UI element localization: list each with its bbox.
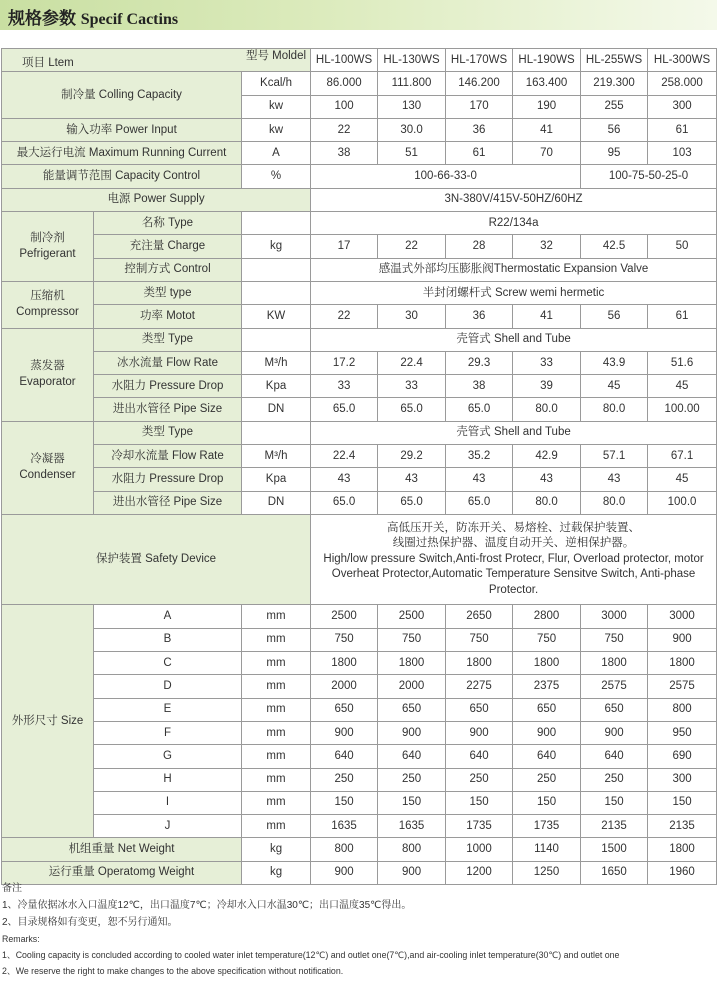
- value-cell: 2135: [581, 815, 648, 838]
- dimension-name: E: [94, 698, 242, 721]
- unit-cell: Kpa: [242, 375, 311, 398]
- max-current-label: 最大运行电流 Maximum Running Current: [2, 142, 242, 165]
- safety-en-line: High/low pressure Switch,Anti-frost Protecr, Flur, Overload protector, motor: [323, 552, 704, 565]
- value-cell: 3000: [581, 605, 648, 628]
- value-cell: 80.0: [513, 398, 581, 421]
- refrigerant-control-value: 感温式外部均压膨胀阀Thermostatic Expansion Valve: [311, 258, 717, 281]
- unit-cell: DN: [242, 491, 311, 514]
- value-cell: 258.000: [648, 72, 717, 95]
- value-cell: 39: [513, 375, 581, 398]
- header-model-label: 型号 Moldel: [245, 50, 307, 62]
- unit-cell: kg: [242, 861, 311, 884]
- compressor-power-label: 功率 Motot: [94, 305, 242, 328]
- size-row: [2, 698, 717, 721]
- size-row: [2, 652, 717, 675]
- capacity-control-right: 100-75-50-25-0: [581, 165, 717, 188]
- value-cell: 1800: [581, 652, 648, 675]
- unit-cell: M³/h: [242, 445, 311, 468]
- size-row: [2, 605, 717, 628]
- value-cell: 2800: [513, 605, 581, 628]
- value-cell: 22: [311, 118, 378, 141]
- condenser-flow-label: 冷却水流量 Flow Rate: [94, 445, 242, 468]
- safety-cn-line: 线圈过热保护器、温度自动开关、逆相保护器。: [392, 537, 635, 550]
- value-cell: 1735: [446, 815, 513, 838]
- unit-cell: kw: [242, 95, 311, 118]
- condenser-drop-label: 水阻力 Pressure Drop: [94, 468, 242, 491]
- value-cell: 65.0: [446, 491, 513, 514]
- condenser-label-cn: 冷凝器: [30, 453, 65, 466]
- value-cell: 1200: [446, 861, 513, 884]
- dimension-name: F: [94, 721, 242, 744]
- title-en: Specif Cactins: [80, 11, 179, 28]
- value-cell: 300: [648, 768, 717, 791]
- value-cell: 95: [581, 142, 648, 165]
- value-cell: 1650: [581, 861, 648, 884]
- value-cell: 103: [648, 142, 717, 165]
- value-cell: 750: [513, 628, 581, 651]
- value-cell: 250: [581, 768, 648, 791]
- size-row: [2, 791, 717, 814]
- value-cell: 2000: [378, 675, 446, 698]
- evaporator-type-value: 壳管式 Shell and Tube: [311, 328, 717, 351]
- evaporator-type-label: 类型 Type: [94, 328, 242, 351]
- value-cell: 65.0: [378, 491, 446, 514]
- condenser-type-label: 类型 Type: [94, 421, 242, 444]
- unit-cell: A: [242, 142, 311, 165]
- value-cell: 1000: [446, 838, 513, 861]
- value-cell: 1800: [378, 652, 446, 675]
- value-cell: 61: [648, 118, 717, 141]
- safety-device-row: [2, 514, 717, 605]
- value-cell: 900: [311, 721, 378, 744]
- compressor-type-label: 类型 type: [94, 281, 242, 304]
- refrigerant-charge-row: [2, 235, 717, 258]
- spec-table: [1, 48, 717, 885]
- value-cell: 22.4: [311, 445, 378, 468]
- refrigerant-label-cn: 制冷剂: [30, 232, 65, 245]
- unit-cell: DN: [242, 398, 311, 421]
- max-current-row: [2, 142, 717, 165]
- evaporator-group-label: [2, 328, 94, 421]
- value-cell: 80.0: [581, 398, 648, 421]
- model-name: HL-255WS: [581, 49, 648, 72]
- unit-cell: kg: [242, 838, 311, 861]
- power-input-row: [2, 118, 717, 141]
- value-cell: 250: [446, 768, 513, 791]
- dimension-name: G: [94, 745, 242, 768]
- value-cell: 29.2: [378, 445, 446, 468]
- unit-cell: M³/h: [242, 351, 311, 374]
- condenser-pipe-label: 进出水管径 Pipe Size: [94, 491, 242, 514]
- condenser-pipe-row: [2, 491, 717, 514]
- value-cell: 33: [513, 351, 581, 374]
- unit-cell: [242, 421, 311, 444]
- unit-cell: mm: [242, 815, 311, 838]
- value-cell: 43: [513, 468, 581, 491]
- refrigerant-control-row: [2, 258, 717, 281]
- value-cell: 43: [446, 468, 513, 491]
- unit-cell: Kpa: [242, 468, 311, 491]
- value-cell: 65.0: [446, 398, 513, 421]
- unit-cell: kw: [242, 118, 311, 141]
- condenser-type-value: 壳管式 Shell and Tube: [311, 421, 717, 444]
- evaporator-label-cn: 蒸发器: [30, 360, 65, 373]
- value-cell: 30: [378, 305, 446, 328]
- unit-cell: mm: [242, 721, 311, 744]
- value-cell: 33: [378, 375, 446, 398]
- net-weight-label: 机组重量 Net Weight: [2, 838, 242, 861]
- refrigerant-group-label: [2, 212, 94, 282]
- condenser-label-en: Condenser: [19, 468, 76, 481]
- value-cell: 80.0: [513, 491, 581, 514]
- capacity-control-row: [2, 165, 717, 188]
- refrigerant-type-value: R22/134a: [311, 212, 717, 235]
- value-cell: 750: [311, 628, 378, 651]
- value-cell: 150: [311, 791, 378, 814]
- value-cell: 65.0: [311, 491, 378, 514]
- safety-device-label: 保护装置 Safety Device: [2, 514, 311, 605]
- safety-en-line: Overheat Protector,Automatic Temperature Sensitve Switch, Anti-phase Protector.: [331, 568, 696, 596]
- notes-section: [2, 880, 716, 979]
- value-cell: 1250: [513, 861, 581, 884]
- value-cell: 130: [378, 95, 446, 118]
- value-cell: 1800: [648, 838, 717, 861]
- value-cell: 65.0: [311, 398, 378, 421]
- note-en: 2、We reserve the right to make changes to the above specification without notification.: [2, 966, 344, 976]
- size-row: [2, 675, 717, 698]
- compressor-power-row: [2, 305, 717, 328]
- condenser-type-row: [2, 421, 717, 444]
- value-cell: 150: [446, 791, 513, 814]
- value-cell: 2575: [648, 675, 717, 698]
- compressor-type-row: [2, 281, 717, 304]
- model-name: HL-190WS: [513, 49, 581, 72]
- value-cell: 38: [446, 375, 513, 398]
- value-cell: 900: [311, 861, 378, 884]
- value-cell: 2500: [311, 605, 378, 628]
- condenser-flow-row: [2, 445, 717, 468]
- value-cell: 45: [581, 375, 648, 398]
- evaporator-flow-row: [2, 351, 717, 374]
- evaporator-label-en: Evaporator: [19, 375, 76, 388]
- value-cell: 42.9: [513, 445, 581, 468]
- size-row: [2, 768, 717, 791]
- value-cell: 1500: [581, 838, 648, 861]
- safety-cn-line: 高低压开关，防冻开关、易熔栓、过载保护装置、: [387, 521, 641, 534]
- value-cell: 22.4: [378, 351, 446, 374]
- value-cell: 1140: [513, 838, 581, 861]
- value-cell: 640: [446, 745, 513, 768]
- value-cell: 150: [648, 791, 717, 814]
- value-cell: 36: [446, 118, 513, 141]
- value-cell: 150: [513, 791, 581, 814]
- value-cell: 111.800: [378, 72, 446, 95]
- safety-device-description: [311, 514, 717, 605]
- value-cell: 17: [311, 235, 378, 258]
- value-cell: 2000: [311, 675, 378, 698]
- model-name: HL-170WS: [446, 49, 513, 72]
- value-cell: 250: [513, 768, 581, 791]
- model-name: HL-300WS: [648, 49, 717, 72]
- refrigerant-label-en: Pefrigerant: [19, 247, 76, 260]
- value-cell: 800: [648, 698, 717, 721]
- value-cell: 640: [378, 745, 446, 768]
- value-cell: 800: [311, 838, 378, 861]
- unit-cell: mm: [242, 745, 311, 768]
- value-cell: 163.400: [513, 72, 581, 95]
- value-cell: 300: [648, 95, 717, 118]
- dimension-name: D: [94, 675, 242, 698]
- value-cell: 36: [446, 305, 513, 328]
- value-cell: 1800: [311, 652, 378, 675]
- unit-cell: [242, 328, 311, 351]
- value-cell: 100.0: [648, 491, 717, 514]
- notes-title-cn: 备注: [2, 883, 22, 894]
- value-cell: 640: [311, 745, 378, 768]
- value-cell: 100.00: [648, 398, 717, 421]
- value-cell: 41: [513, 305, 581, 328]
- cooling-capacity-label: 制冷量 Colling Capacity: [2, 72, 242, 119]
- compressor-label-en: Compressor: [16, 305, 79, 318]
- value-cell: 900: [446, 721, 513, 744]
- value-cell: 51: [378, 142, 446, 165]
- unit-cell: mm: [242, 652, 311, 675]
- refrigerant-type-row: [2, 212, 717, 235]
- value-cell: 650: [446, 698, 513, 721]
- condenser-drop-row: [2, 468, 717, 491]
- notes-title-en: Remarks:: [2, 934, 40, 944]
- size-row: [2, 745, 717, 768]
- value-cell: 2135: [648, 815, 717, 838]
- value-cell: 29.3: [446, 351, 513, 374]
- value-cell: 900: [513, 721, 581, 744]
- page-title: [8, 4, 178, 29]
- value-cell: 1800: [513, 652, 581, 675]
- value-cell: 690: [648, 745, 717, 768]
- evaporator-type-row: [2, 328, 717, 351]
- value-cell: 800: [378, 838, 446, 861]
- unit-cell: [242, 212, 311, 235]
- operating-weight-label: 运行重量 Operatomg Weight: [2, 861, 242, 884]
- compressor-type-value: 半封闭螺杆式 Screw wemi hermetic: [311, 281, 717, 304]
- value-cell: 56: [581, 118, 648, 141]
- dimension-name: C: [94, 652, 242, 675]
- value-cell: 1735: [513, 815, 581, 838]
- value-cell: 42.5: [581, 235, 648, 258]
- value-cell: 146.200: [446, 72, 513, 95]
- unit-cell: mm: [242, 768, 311, 791]
- evaporator-drop-row: [2, 375, 717, 398]
- dimension-name: B: [94, 628, 242, 651]
- value-cell: 22: [378, 235, 446, 258]
- evaporator-pipe-label: 进出水管径 Pipe Size: [94, 398, 242, 421]
- note-cn: 2、目录规格如有变更，恕不另行通知。: [2, 917, 178, 928]
- value-cell: 3000: [648, 605, 717, 628]
- unit-cell: %: [242, 165, 311, 188]
- unit-cell: mm: [242, 675, 311, 698]
- refrigerant-charge-label: 充注量 Charge: [94, 235, 242, 258]
- unit-cell: Kcal/h: [242, 72, 311, 95]
- value-cell: 2575: [581, 675, 648, 698]
- value-cell: 2375: [513, 675, 581, 698]
- compressor-label-cn: 压缩机: [30, 290, 65, 303]
- value-cell: 900: [378, 861, 446, 884]
- value-cell: 150: [378, 791, 446, 814]
- note-en: 1、Cooling capacity is concluded according to cooled water inlet temperature(12℃) and outlet one(7℃),and air-cooling inlet temperature(30℃) and outlet one: [2, 950, 620, 960]
- value-cell: 28: [446, 235, 513, 258]
- value-cell: 38: [311, 142, 378, 165]
- value-cell: 43: [378, 468, 446, 491]
- value-cell: 57.1: [581, 445, 648, 468]
- dimension-name: I: [94, 791, 242, 814]
- value-cell: 51.6: [648, 351, 717, 374]
- value-cell: 1800: [648, 652, 717, 675]
- value-cell: 190: [513, 95, 581, 118]
- value-cell: 50: [648, 235, 717, 258]
- value-cell: 61: [446, 142, 513, 165]
- header-item-label: 项目 Ltem: [22, 57, 74, 70]
- note-cn: 1、冷量依据冰水入口温度12℃，出口温度7℃；冷却水入口水温30℃；出口温度35℃得出。: [2, 900, 412, 911]
- value-cell: 1800: [446, 652, 513, 675]
- value-cell: 900: [378, 721, 446, 744]
- unit-cell: [242, 258, 311, 281]
- value-cell: 750: [446, 628, 513, 651]
- value-cell: 2500: [378, 605, 446, 628]
- title-cn: 规格参数: [8, 9, 76, 28]
- size-row: [2, 628, 717, 651]
- size-row: [2, 815, 717, 838]
- value-cell: 33: [311, 375, 378, 398]
- value-cell: 650: [378, 698, 446, 721]
- value-cell: 22: [311, 305, 378, 328]
- value-cell: 100: [311, 95, 378, 118]
- value-cell: 67.1: [648, 445, 717, 468]
- value-cell: 1635: [378, 815, 446, 838]
- value-cell: 65.0: [378, 398, 446, 421]
- condenser-group-label: [2, 421, 94, 514]
- header-corner-cell: [2, 49, 311, 72]
- value-cell: 86.000: [311, 72, 378, 95]
- value-cell: 2650: [446, 605, 513, 628]
- unit-cell: kg: [242, 235, 311, 258]
- evaporator-flow-label: 冰水流量 Flow Rate: [94, 351, 242, 374]
- evaporator-drop-label: 水阻力 Pressure Drop: [94, 375, 242, 398]
- dimension-name: A: [94, 605, 242, 628]
- value-cell: 1635: [311, 815, 378, 838]
- unit-cell: mm: [242, 605, 311, 628]
- value-cell: 900: [648, 628, 717, 651]
- value-cell: 170: [446, 95, 513, 118]
- unit-cell: mm: [242, 791, 311, 814]
- value-cell: 80.0: [581, 491, 648, 514]
- power-supply-label: 电源 Power Supply: [2, 188, 311, 211]
- dimension-name: H: [94, 768, 242, 791]
- value-cell: 250: [311, 768, 378, 791]
- size-label: 外形尺寸 Size: [2, 605, 94, 838]
- capacity-control-label: 能量调节范围 Capacity Control: [2, 165, 242, 188]
- value-cell: 56: [581, 305, 648, 328]
- value-cell: 255: [581, 95, 648, 118]
- unit-cell: KW: [242, 305, 311, 328]
- spec-table-body: [2, 49, 717, 885]
- value-cell: 650: [311, 698, 378, 721]
- value-cell: 17.2: [311, 351, 378, 374]
- power-supply-value: 3N-380V/415V-50HZ/60HZ: [311, 188, 717, 211]
- value-cell: 41: [513, 118, 581, 141]
- value-cell: 650: [513, 698, 581, 721]
- value-cell: 150: [581, 791, 648, 814]
- value-cell: 750: [378, 628, 446, 651]
- header-row: [2, 49, 717, 72]
- value-cell: 43.9: [581, 351, 648, 374]
- model-name: HL-130WS: [378, 49, 446, 72]
- refrigerant-type-label: 名称 Type: [94, 212, 242, 235]
- value-cell: 45: [648, 375, 717, 398]
- value-cell: 43: [581, 468, 648, 491]
- value-cell: 70: [513, 142, 581, 165]
- value-cell: 250: [378, 768, 446, 791]
- value-cell: 750: [581, 628, 648, 651]
- value-cell: 640: [581, 745, 648, 768]
- unit-cell: [242, 281, 311, 304]
- power-input-label: 输入功率 Power Input: [2, 118, 242, 141]
- value-cell: 1960: [648, 861, 717, 884]
- value-cell: 650: [581, 698, 648, 721]
- unit-cell: mm: [242, 628, 311, 651]
- net-weight-row: [2, 838, 717, 861]
- compressor-group-label: [2, 281, 94, 328]
- value-cell: 43: [311, 468, 378, 491]
- refrigerant-control-label: 控制方式 Control: [94, 258, 242, 281]
- model-name: HL-100WS: [311, 49, 378, 72]
- value-cell: 61: [648, 305, 717, 328]
- value-cell: 219.300: [581, 72, 648, 95]
- dimension-name: J: [94, 815, 242, 838]
- value-cell: 32: [513, 235, 581, 258]
- value-cell: 35.2: [446, 445, 513, 468]
- value-cell: 45: [648, 468, 717, 491]
- value-cell: 950: [648, 721, 717, 744]
- value-cell: 30.0: [378, 118, 446, 141]
- power-supply-row: [2, 188, 717, 211]
- size-row: [2, 721, 717, 744]
- capacity-control-left: 100-66-33-0: [311, 165, 581, 188]
- cooling-capacity-row-kcal: [2, 72, 717, 95]
- evaporator-pipe-row: [2, 398, 717, 421]
- value-cell: 640: [513, 745, 581, 768]
- unit-cell: mm: [242, 698, 311, 721]
- value-cell: 900: [581, 721, 648, 744]
- value-cell: 2275: [446, 675, 513, 698]
